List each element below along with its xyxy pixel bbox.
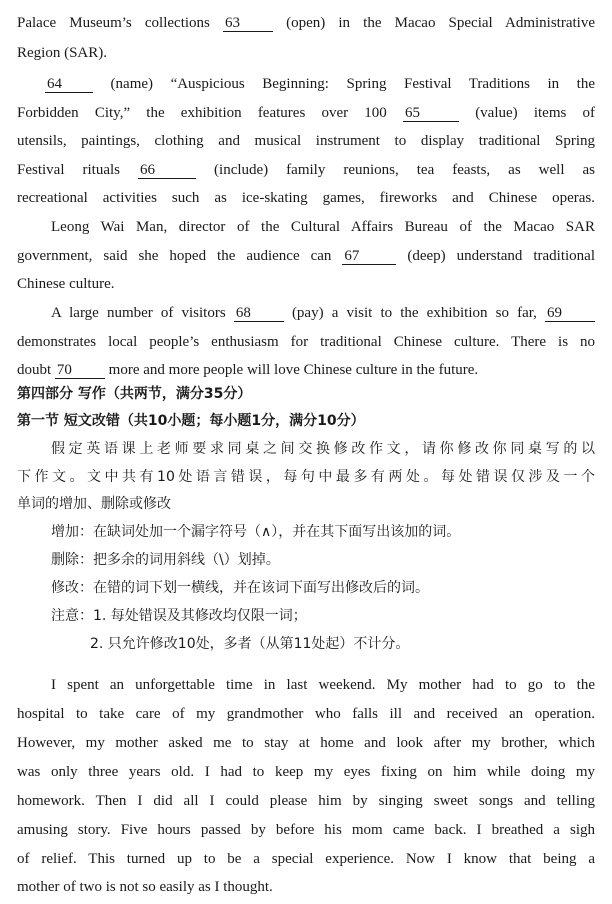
blank-63[interactable]: 63 <box>223 15 273 32</box>
passage-line: Leong Wai Man, director of the Cultural Affairs Bureau of the Macao SAR <box>51 219 595 235</box>
blank-66[interactable]: 66 <box>138 162 196 179</box>
passage-line: Chinese culture. <box>17 276 115 292</box>
passage-line <box>17 161 595 180</box>
passage-line: Region (SAR). <box>17 45 107 61</box>
essay-line: amusing story. Five hours passed by before his mom came back. I breathed a sigh <box>17 822 595 838</box>
passage-text: Festival rituals <box>17 162 120 178</box>
essay-line: mother of two is not so easily as I thought. <box>17 879 273 895</box>
passage-text: A large number of visitors <box>51 305 226 321</box>
passage-text: (open) in the Macao Special Administrative <box>286 15 595 31</box>
passage-text: (value) items of <box>475 105 596 121</box>
passage-text: (include) family reunions, tea feasts, as well as <box>214 162 596 178</box>
passage-text: doubt <box>17 362 52 378</box>
rule-modify: 修改：在错的词下划一横线，并在该词下面写出修改后的词。 <box>51 580 429 596</box>
note-2: 2. 只允许修改10处，多者（从第11处起）不计分。 <box>90 636 410 652</box>
rule-add: 增加：在缺词处加一个漏字符号（∧），并在其下面写出该加的词。 <box>51 524 461 540</box>
passage-line <box>17 104 595 123</box>
passage-line <box>17 361 595 380</box>
instruction-line: 下作文。文中共有10处语言错误，每句中最多有两处。每处错误仅涉及一个 <box>17 469 595 485</box>
passage-line <box>51 304 595 323</box>
passage-line <box>17 14 595 33</box>
subsection-heading: 第一节 短文改错（共10小题；每小题1分，满分10分） <box>17 413 365 429</box>
passage-line <box>47 75 595 94</box>
essay-line: of relief. This turned up to be a special experience. Now I know that being a <box>17 851 595 867</box>
note-1: 注意：1. 每处错误及其修改均仅限一词； <box>51 608 307 624</box>
instruction-line: 单词的增加、删除或修改 <box>17 496 171 512</box>
passage-text: more and more people will love Chinese culture in the future. <box>108 362 479 378</box>
passage-text: government, said she hoped the audience can <box>17 248 332 264</box>
passage-line: utensils, paintings, clothing and musical instrument to display traditional Spring <box>17 133 595 149</box>
blank-64[interactable]: 64 <box>45 76 93 93</box>
passage-text: Forbidden City,” the exhibition features over 100 <box>17 105 387 121</box>
passage-text: (deep) understand traditional <box>407 248 596 264</box>
essay-line: homework. Then I did all I could please him by singing sweet songs and telling <box>17 793 595 809</box>
blank-65[interactable]: 65 <box>403 105 459 122</box>
passage-text: (name) “Auspicious Beginning: Spring Festival Traditions in the <box>110 76 595 92</box>
section-heading: 第四部分 写作（共两节，满分35分） <box>17 386 252 402</box>
essay-line: I spent an unforgettable time in last weekend. My mother had to go to the <box>51 677 595 693</box>
blank-68[interactable]: 68 <box>234 305 284 322</box>
passage-line: recreational activities such as ice-skating games, fireworks and Chinese operas. <box>17 190 595 206</box>
passage-text: (pay) a visit to the exhibition so far, <box>291 305 537 321</box>
blank-69[interactable]: 69 <box>545 305 595 322</box>
passage-text: Palace Museum’s collections <box>17 15 210 31</box>
blank-67[interactable]: 67 <box>342 248 396 265</box>
essay-line: hospital to take care of my grandmother who falls ill and received an operation. <box>17 706 595 722</box>
instruction-line: 假定英语课上老师要求同桌之间交换修改作文，请你修改你同桌写的以 <box>51 441 595 457</box>
essay-line: However, my mother asked me to stay at home and look after my brother, which <box>17 735 595 751</box>
passage-line <box>17 247 595 266</box>
blank-70[interactable]: 70 <box>55 362 105 379</box>
rule-delete: 删除：把多余的词用斜线（\）划掉。 <box>51 552 280 568</box>
essay-line: was only three years old. I had to keep my eyes fixing on him while doing my <box>17 764 595 780</box>
passage-line: demonstrates local people’s enthusiasm for traditional Chinese culture. There is no <box>17 334 595 350</box>
